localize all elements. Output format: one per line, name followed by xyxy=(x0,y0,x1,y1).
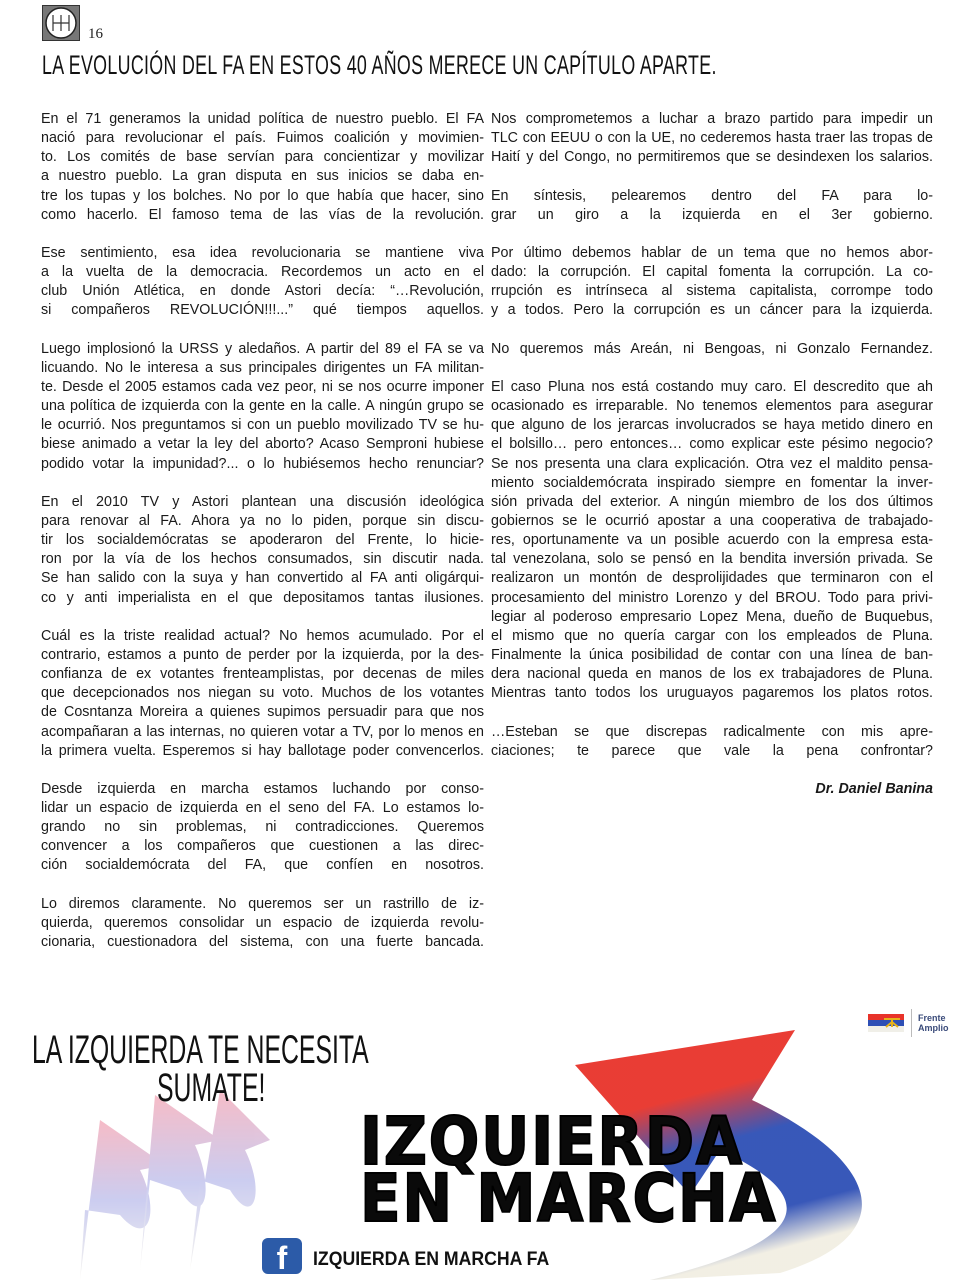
text-line: Luego implosionó la URSS y aledaños. A partir del 89 el FA se va xyxy=(41,340,484,357)
text-line: Ese sentimiento, esa idea revolucionaria se mantiene viva xyxy=(41,244,484,261)
text-line: tre los tupas y los bolches. No por lo que había que hacer, sino xyxy=(41,187,484,204)
text-line: si compañeros REVOLUCIÓN!!!...” qué tiempos aquellos. xyxy=(41,302,484,319)
text-line: TLC con EEUU o con la UE, no cederemos hasta traer las tropas de xyxy=(491,130,933,147)
text-line: Desde izquierda en marcha estamos luchando por conso- xyxy=(41,780,484,797)
text-line: …Esteban se que discrepas radicalmente con mis apre- xyxy=(491,723,933,740)
article-paragraph xyxy=(491,340,933,359)
slogan-line-2: SUMATE! xyxy=(157,1066,266,1110)
paragraph-spacer xyxy=(491,225,933,244)
article-paragraph xyxy=(41,627,484,761)
text-line: Se han salido con la suya y han convertido al FA anti oligárqui- xyxy=(41,570,484,587)
text-line: contrario, estamos a punto de perder por la izquierda, por la des- xyxy=(41,646,484,663)
small-arrows-graphic xyxy=(80,1090,270,1280)
text-line: te. Desde el 2005 estamos cada vez peor, ni se nos ocurre imponer xyxy=(41,378,484,395)
paragraph-spacer xyxy=(41,876,484,895)
article-right-column xyxy=(491,110,933,799)
text-line: club Unión Atlética, en donde Astori decía: “…Revolución, xyxy=(41,283,484,300)
text-line: dado: la corrupción. El capital fomenta la corrupción. La co- xyxy=(491,264,933,281)
facebook-page-name: IZQUIERDA EN MARCHA FA xyxy=(313,1249,550,1270)
text-line: quierda, queremos consolidar un espacio de izquierda revolu- xyxy=(41,914,484,931)
text-line: ciaciones; te parece que vale la pena confrontar? xyxy=(491,742,933,759)
article-left-column xyxy=(41,110,484,952)
text-line: que decepcionados nos niegan su voto. Muchos de los votantes xyxy=(41,685,484,702)
author-signature: Dr. Daniel Banina xyxy=(815,780,933,797)
frente-amplio-logo-text xyxy=(918,1013,949,1033)
text-line: Lo diremos claramente. No queremos ser un rastrillo de iz- xyxy=(41,895,484,912)
text-line: que alguno de los jerarcas involucrados se haya metido dinero en xyxy=(491,417,933,434)
text-line: En síntesis, pelearemos dentro del FA para lo- xyxy=(491,187,933,204)
article-paragraph xyxy=(41,340,484,474)
article-paragraph xyxy=(41,244,484,321)
text-line: confianza de ex votantes frenteamplistas, por decenas de miles xyxy=(41,666,484,683)
paragraph-spacer xyxy=(41,761,484,780)
text-line: a nuestro pueblo. La gran disputa en sus inicios se daba en- xyxy=(41,168,484,185)
text-line: legiar al poderoso empresario Lopez Mena, dueño de Buquebus, xyxy=(491,608,933,625)
paragraph-spacer xyxy=(491,359,933,378)
paragraph-spacer xyxy=(41,321,484,340)
text-line: El caso Pluna nos está costando muy caro. El descredito que ah xyxy=(491,378,933,395)
text-line: a la vuelta de la democracia. Recordemos un acto en el xyxy=(41,264,484,281)
magazine-logo xyxy=(42,5,80,41)
text-line: lidar un espacio de izquierda en el seno del FA. Lo estamos lo- xyxy=(41,800,484,817)
text-line: res, oportunamente va un posible acuerdo con la empresa esta- xyxy=(491,532,933,549)
text-line: ción socialdemócrata del FA, que confíen en nosotros. xyxy=(41,857,484,874)
paragraph-spacer xyxy=(491,321,933,340)
article-paragraph xyxy=(41,895,484,952)
article-title: LA EVOLUCIÓN DEL FA EN ESTOS 40 AÑOS MERECE UN CAPÍTULO APARTE. xyxy=(42,50,717,80)
text-line: como hacerlo. El famoso tema de las vías de la revolución. xyxy=(41,206,484,223)
text-line: tal venezolana, solo se pensó en la bendita inversión privada. Se xyxy=(491,551,933,568)
text-line: co y anti imperialista en el que depositamos tantas ilusiones. xyxy=(41,589,484,606)
text-line: grando no sin problemas, ni contradicciones. Queremos xyxy=(41,819,484,836)
text-line: No queremos más Areán, ni Bengoas, ni Gonzalo Fernandez. xyxy=(491,340,933,357)
frente-amplio-word-2: Amplio xyxy=(918,1023,949,1033)
text-line: la primera vuelta. Esperemos si hay ballotage poder convencerlos. xyxy=(41,742,484,759)
text-line: podido votar la impunidad?... o lo hubiésemos hecho renunciar? xyxy=(41,455,484,472)
text-line: y a todos. Pero la corrupción es un cáncer para la izquierda. xyxy=(491,302,933,319)
text-line: licuando. No le interesa a sus principales dirigentes un FA militan- xyxy=(41,359,484,376)
text-line: miento socialdemócrata inspirado siempre en fomentar la inver- xyxy=(491,474,933,491)
text-line: Mientras tanto todos los uruguayos pagaremos los platos rotos. xyxy=(491,685,933,702)
text-line: Por último debemos hablar de un tema que no hemos abor- xyxy=(491,244,933,261)
text-line: En el 2010 TV y Astori plantean una discusión ideológica xyxy=(41,493,484,510)
paragraph-spacer xyxy=(491,703,933,722)
text-line: procesamiento del ministro Lorenzo y del BROU. Todo para privi- xyxy=(491,589,933,606)
text-line: rrupción es intrínseca al sistema capitalista, corrompe todo xyxy=(491,283,933,300)
text-line: Finalmente la única posibilidad de contar con una línea de ban- xyxy=(491,646,933,663)
text-line: En el 71 generamos la unidad política de nuestro pueblo. El FA xyxy=(41,111,484,127)
text-line: gobiernos se le ocurrió apostar a una cooperativa de trabajado- xyxy=(491,512,933,529)
text-line: Cuál es la triste realidad actual? No hemos acumulado. Por el xyxy=(41,627,484,644)
paragraph-spacer xyxy=(491,761,933,780)
paragraph-spacer xyxy=(41,474,484,493)
text-line: realizaron un montón de desprolijidades que terminaron con el xyxy=(491,570,933,587)
article-paragraph xyxy=(41,780,484,876)
brand-title-line-2: EN MARCHA xyxy=(360,1160,778,1237)
article-paragraph xyxy=(41,110,484,225)
text-line: Se nos presenta una clara explicación. Otra vez el maldito pensa- xyxy=(491,455,933,472)
page-number: 16 xyxy=(88,26,103,42)
text-line: ron por la vía de los hechos consumados, sin discutir nada. xyxy=(41,551,484,568)
paragraph-spacer xyxy=(41,225,484,244)
text-line: convencer a los compañeros que cuestionen a las direc- xyxy=(41,838,484,855)
frente-amplio-word-1: Frente xyxy=(918,1013,946,1023)
article-paragraph xyxy=(491,723,933,761)
text-line: Nos comprometemos a luchar a brazo partido para impedir un xyxy=(491,111,933,127)
text-line: le ocurrió. Nos preguntamos si con un pueblo movilizado TV se hu- xyxy=(41,417,484,434)
paragraph-spacer xyxy=(491,167,933,186)
paragraph-spacer xyxy=(41,608,484,627)
text-line: Haití y del Congo, no permitiremos que se desindexen los salarios. xyxy=(491,149,933,166)
text-line: tir los socialdemócratas se apoderaron del Frente, lo hicie- xyxy=(41,532,484,549)
text-line: para renovar al FA. Ahora ya no lo piden, porque sin discu- xyxy=(41,512,484,529)
slogan-line-1: LA IZQUIERDA TE NECESITA xyxy=(32,1028,369,1072)
text-line: de Cosntanza Moreira a quienes supimos persuadir para que nos xyxy=(41,704,484,721)
text-line: el bolsillo… pero entonces… como explicar este pésimo negocio? xyxy=(491,436,933,453)
text-line: ocasionado es irreparable. No tenemos elementos para asegurar xyxy=(491,398,933,415)
article-paragraph xyxy=(41,493,484,608)
logo-divider xyxy=(911,1009,912,1037)
text-line: una política de izquierda con la gente en la calle. A ningún grupo se xyxy=(41,398,484,415)
article-paragraph xyxy=(491,378,933,703)
text-line: biese animado a vetar la ley del aborto? Acaso Semproni hubiese xyxy=(41,436,484,453)
text-line: to. Los comités de base servían para concientizar y movilizar xyxy=(41,149,484,166)
text-line: nació para revolucionar el país. Fuimos coalición y movimien- xyxy=(41,130,484,147)
facebook-icon: f xyxy=(262,1238,302,1274)
text-line: dera nacional queda en manos de los ex trabajadores de Pluna. xyxy=(491,666,933,683)
text-line: grar un giro a la izquierda en el 3er gobierno. xyxy=(491,206,933,223)
text-line: el mismo que no quería cargar con los empleados de Pluna. xyxy=(491,627,933,644)
article-paragraph xyxy=(491,110,933,167)
brand-title-line-1: IZQUIERDA xyxy=(360,1103,744,1180)
text-line: sión privada del exterior. A ningún miembro de los dos últimos xyxy=(491,493,933,510)
text-line: acompañaran a las internas, no quieren votar a TV, por lo menos en xyxy=(41,723,484,740)
text-line: cionaria, cuestionadora del sistema, con una fuerte bancada. xyxy=(41,934,484,951)
article-paragraph xyxy=(491,187,933,225)
gearshift-icon xyxy=(43,6,79,40)
article-paragraph xyxy=(491,244,933,321)
